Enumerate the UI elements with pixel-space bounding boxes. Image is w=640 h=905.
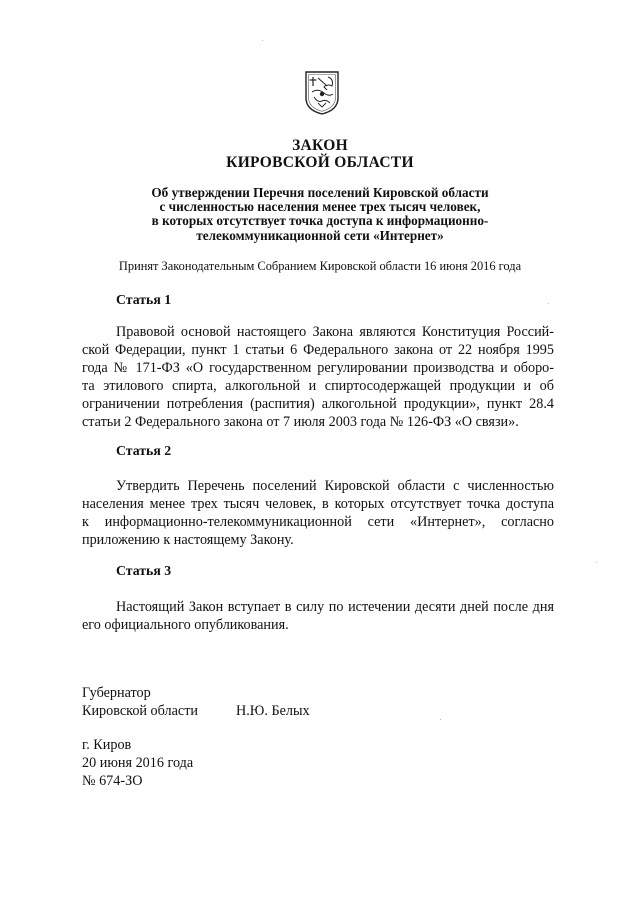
article-3-heading: Статья 3 bbox=[116, 563, 172, 578]
text-line: ограничении потребления (распития) алкогольной продукции», пункт 28.4 bbox=[82, 396, 554, 413]
law-title: ЗАКОН bbox=[292, 137, 348, 154]
adoption-note: Принят Законодательным Собранием Кировской области 16 июня 2016 года bbox=[118, 259, 522, 273]
scan-speck bbox=[262, 40, 263, 41]
subject-line: в которых отсутствует точка доступа к информационно- bbox=[151, 213, 489, 229]
signatory-name: Н.Ю. Белых bbox=[236, 703, 310, 719]
article-1-heading: Статья 1 bbox=[116, 292, 172, 307]
text-line: статьи 2 Федерального закона от 7 июля 2003 года № 126-ФЗ «О связи». bbox=[82, 414, 519, 431]
subject-line: Об утверждении Перечня поселений Кировской области bbox=[151, 185, 489, 200]
signatory-position: Губернатор bbox=[82, 685, 151, 701]
text-line: его официального опубликования. bbox=[82, 617, 289, 634]
law-subject bbox=[60, 186, 580, 243]
scan-speck bbox=[440, 719, 441, 720]
text-line: к информационно-телекоммуникационной сети «Интернет», согласно bbox=[82, 514, 554, 531]
signing-date: 20 июня 2016 года bbox=[82, 755, 194, 771]
text-line: та этилового спирта, алкогольной и спиртосодержащей продукции и об bbox=[82, 378, 554, 395]
subject-line: с численностью населения менее трех тысяч человек, bbox=[159, 199, 481, 215]
article-3-text bbox=[82, 598, 554, 634]
coat-of-arms-icon bbox=[304, 70, 340, 116]
text-line: Утвердить Перечень поселений Кировской области с численностью bbox=[116, 478, 554, 494]
scan-speck bbox=[548, 303, 549, 304]
text-line: Настоящий Закон вступает в силу по истечении десяти дней после дня bbox=[116, 599, 554, 615]
scan-speck bbox=[596, 562, 597, 563]
text-line: года № 171-ФЗ «О государственном регулировании производства и оборо- bbox=[82, 360, 554, 377]
text-line: Правовой основой настоящего Закона являются Конституция Россий- bbox=[116, 324, 554, 340]
article-2-text bbox=[82, 477, 554, 549]
article-2-heading: Статья 2 bbox=[116, 443, 172, 458]
subject-line: телекоммуникационной сети «Интернет» bbox=[196, 227, 444, 243]
text-line: населения менее трех тысяч человек, в которых отсутствует точка доступа bbox=[82, 496, 554, 513]
region-title: КИРОВСКОЙ ОБЛАСТИ bbox=[226, 154, 414, 171]
signatory-region: Кировской области bbox=[82, 703, 198, 719]
text-line: ской Федерации, пункт 1 статьи 6 Федерального закона от 22 ноября 1995 bbox=[82, 342, 554, 359]
text-line: приложению к настоящему Закону. bbox=[82, 532, 294, 549]
law-number: № 674-ЗО bbox=[82, 773, 143, 789]
signing-city: г. Киров bbox=[82, 737, 132, 753]
article-1-text bbox=[82, 323, 554, 432]
